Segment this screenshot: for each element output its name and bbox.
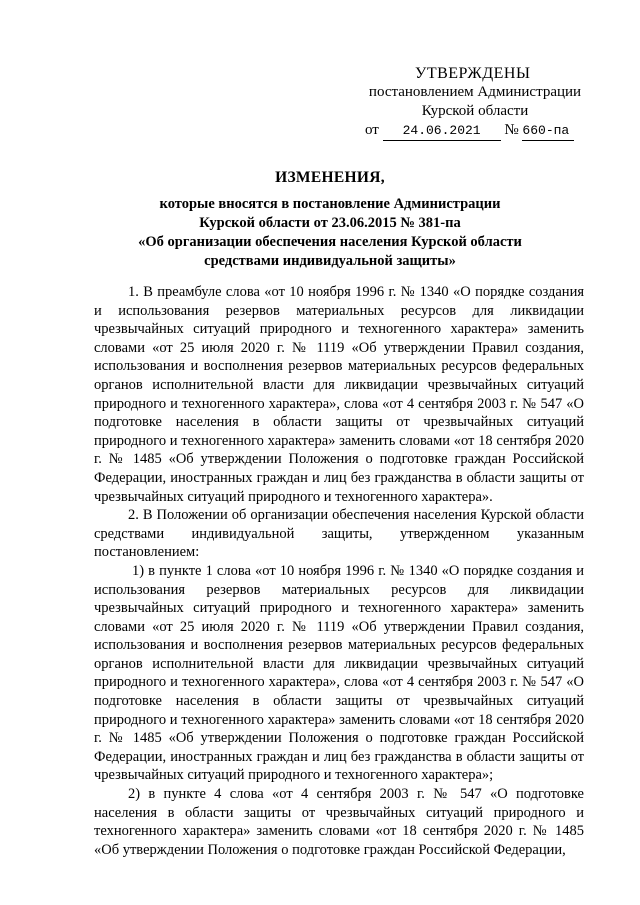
date-prefix: от bbox=[365, 122, 379, 138]
document-body bbox=[94, 283, 584, 859]
approval-date-number bbox=[365, 121, 595, 141]
heading-title: ИЗМЕНЕНИЯ, bbox=[275, 169, 385, 186]
paragraph-2: 2. В Положении об организации обеспечения населения Курской области средствами индивидуальной защиты, утвержденном указанным постановлением: bbox=[94, 507, 584, 561]
approval-line-1: постановлением Администрации bbox=[368, 84, 582, 100]
document-heading bbox=[90, 168, 570, 271]
approval-date: 24.06.2021 bbox=[383, 121, 501, 141]
heading-line-3: «Об организации обеспечения населения Курской области bbox=[138, 234, 522, 250]
paragraph-1: 1. В преамбуле слова «от 10 ноября 1996 г. № 1340 «О порядке создания и использования резервов материальных ресурсов для ликвидации чрезвычайных ситуаций природного и техногенного характера» заменить словами «от 25 июля 2020 г. № 1119 «Об утверждении Правил создания, использования и восполнения резервов материальных ресурсов федеральных органов исполнительной власти для ликвидации чрезвычайных ситуаций природного и техногенного характера», слова «от 4 сентября 2003 г. № 547 «О подготовке населения в области защиты от чрезвычайных ситуаций природного и техногенного характера» заменить словами «от 18 сентября 2020 г. № 1485 «Об утверждении Положения о подготовке граждан Российской Федерации, иностранных граждан и лиц без гражданства в области защиты от чрезвычайных ситуаций природного и техногенного характера». bbox=[94, 284, 584, 505]
approval-number: 660-па bbox=[522, 121, 574, 141]
approval-title: УТВЕРЖДЕНЫ bbox=[415, 65, 531, 82]
heading-line-2: Курской области от 23.06.2015 № 381-па bbox=[199, 215, 461, 231]
heading-line-1: которые вносятся в постановление Администрации bbox=[159, 196, 501, 212]
approval-line-2: Курской области bbox=[421, 103, 529, 119]
approval-stamp bbox=[355, 64, 595, 141]
number-prefix: № bbox=[504, 122, 519, 138]
paragraph-2-item-2: 2) в пункте 4 слова «от 4 сентября 2003 г. № 547 «О подготовке населения в области защиты от чрезвычайных ситуаций природного и техногенного характера» заменить словами «от 18 сентября 2020 г. № 1485 «Об утверждении Положения о подготовке граждан Российской Федерации, bbox=[94, 786, 584, 858]
heading-line-4: средствами индивидуальной защиты» bbox=[204, 253, 456, 269]
paragraph-2-item-1: 1) в пункте 1 слова «от 10 ноября 1996 г. № 1340 «О порядке создания и использования резервов материальных ресурсов для ликвидации чрезвычайных ситуаций природного и техногенного характера» заменить словами «от 25 июля 2020 г. № 1119 «Об утверждении Правил создания, использования и восполнения резервов материальных ресурсов федеральных органов исполнительной власти для ликвидации чрезвычайных ситуаций природного и техногенного характера», слова «от 4 сентября 2003 г. № 547 «О подготовке населения в области защиты от чрезвычайных ситуаций природного и техногенного характера» заменить словами «от 18 сентября 2020 г. № 1485 «Об утверждении Положения о подготовке граждан Российской Федерации, иностранных граждан и лиц без гражданства в области защиты от чрезвычайных ситуаций природного и техногенного характера»; bbox=[94, 562, 584, 784]
